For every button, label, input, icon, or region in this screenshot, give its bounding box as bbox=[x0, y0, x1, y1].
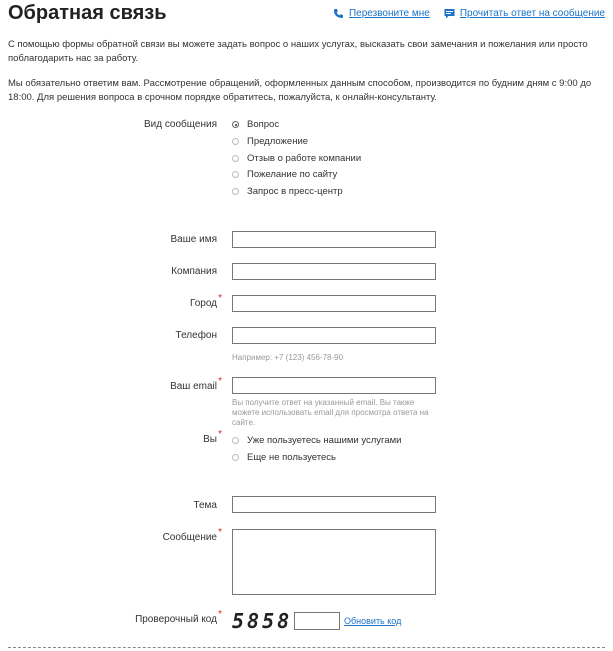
email-hint: Вы получите ответ на указанный email. Вы также можете использовать email для просмотра ответа на сайте. bbox=[232, 398, 429, 427]
intro-paragraph-1: С помощью формы обратной связи вы можете задать вопрос о наших услугах, высказать свои замечания и пожелания или просто поблагодарить нас за работу. bbox=[8, 39, 588, 64]
message-type-option[interactable] bbox=[232, 169, 337, 180]
email-label: Ваш email bbox=[170, 381, 217, 392]
city-label: Город bbox=[189, 298, 217, 309]
intro-paragraph-2: Мы обязательно ответим вам. Рассмотрение обращений, оформленных данным способом, производится по будним дням с 9:00 до 18:00. Для решения вопроса в срочном порядке обратитесь, пожалуйста, к онлайн-консультанту. bbox=[8, 78, 592, 103]
client-status-option[interactable] bbox=[232, 452, 336, 463]
radio-button[interactable] bbox=[232, 155, 239, 162]
radio-button[interactable] bbox=[232, 454, 239, 461]
divider bbox=[8, 647, 605, 648]
message-type-option[interactable] bbox=[232, 136, 308, 147]
message-type-option[interactable] bbox=[232, 119, 279, 130]
phone-label: Телефон bbox=[175, 330, 217, 341]
name-input[interactable] bbox=[232, 231, 436, 248]
radio-button-checked[interactable] bbox=[232, 121, 239, 128]
phone-input[interactable] bbox=[232, 327, 436, 344]
option-label: Уже пользуетесь нашими услугами bbox=[247, 435, 402, 446]
captcha-input[interactable] bbox=[294, 612, 340, 630]
company-label: Компания bbox=[171, 266, 217, 277]
message-textarea[interactable] bbox=[232, 529, 436, 595]
radio-button[interactable] bbox=[232, 188, 239, 195]
radio-button[interactable] bbox=[232, 171, 239, 178]
option-label: Вопрос bbox=[247, 119, 280, 130]
radio-button[interactable] bbox=[232, 138, 239, 145]
read-answer-link-group[interactable] bbox=[444, 8, 605, 19]
required-mark: * bbox=[218, 429, 222, 440]
radio-button[interactable] bbox=[232, 437, 239, 444]
required-mark: * bbox=[218, 376, 222, 387]
option-label: Еще не пользуетесь bbox=[247, 452, 336, 463]
callback-link-group[interactable] bbox=[333, 8, 430, 19]
page-title: Обратная связь bbox=[8, 2, 167, 24]
message-type-label: Вид сообщения bbox=[143, 119, 217, 130]
required-mark: * bbox=[218, 609, 222, 620]
client-status-label: Вы bbox=[203, 434, 217, 445]
email-input[interactable] bbox=[232, 377, 436, 394]
company-input[interactable] bbox=[232, 263, 436, 280]
subject-label: Тема bbox=[193, 500, 217, 511]
name-label: Ваше имя bbox=[170, 234, 217, 245]
client-status-option[interactable] bbox=[232, 435, 401, 446]
callback-link[interactable]: Перезвоните мне bbox=[348, 8, 430, 19]
option-label: Отзыв о работе компании bbox=[247, 153, 362, 164]
captcha-image: 5858 bbox=[232, 609, 293, 633]
header-links bbox=[333, 8, 605, 19]
required-mark: * bbox=[218, 527, 222, 538]
read-answer-link[interactable]: Прочитать ответ на сообщение bbox=[459, 8, 605, 19]
required-mark: * bbox=[218, 293, 222, 304]
option-label: Запрос в пресс-центр bbox=[247, 186, 343, 197]
message-type-option[interactable] bbox=[232, 153, 361, 164]
phone-hint: Например: +7 (123) 456-78-90 bbox=[232, 353, 344, 362]
option-label: Предложение bbox=[247, 136, 309, 147]
option-label: Пожелание по сайту bbox=[247, 169, 338, 180]
refresh-captcha-link[interactable]: Обновить код bbox=[344, 616, 402, 626]
city-input[interactable] bbox=[232, 295, 436, 312]
message-type-option[interactable] bbox=[232, 186, 343, 197]
message-icon bbox=[444, 8, 455, 19]
subject-input[interactable] bbox=[232, 496, 436, 513]
phone-icon bbox=[333, 8, 344, 19]
message-label: Сообщение bbox=[162, 532, 217, 543]
captcha-label: Проверочный код bbox=[135, 614, 217, 625]
